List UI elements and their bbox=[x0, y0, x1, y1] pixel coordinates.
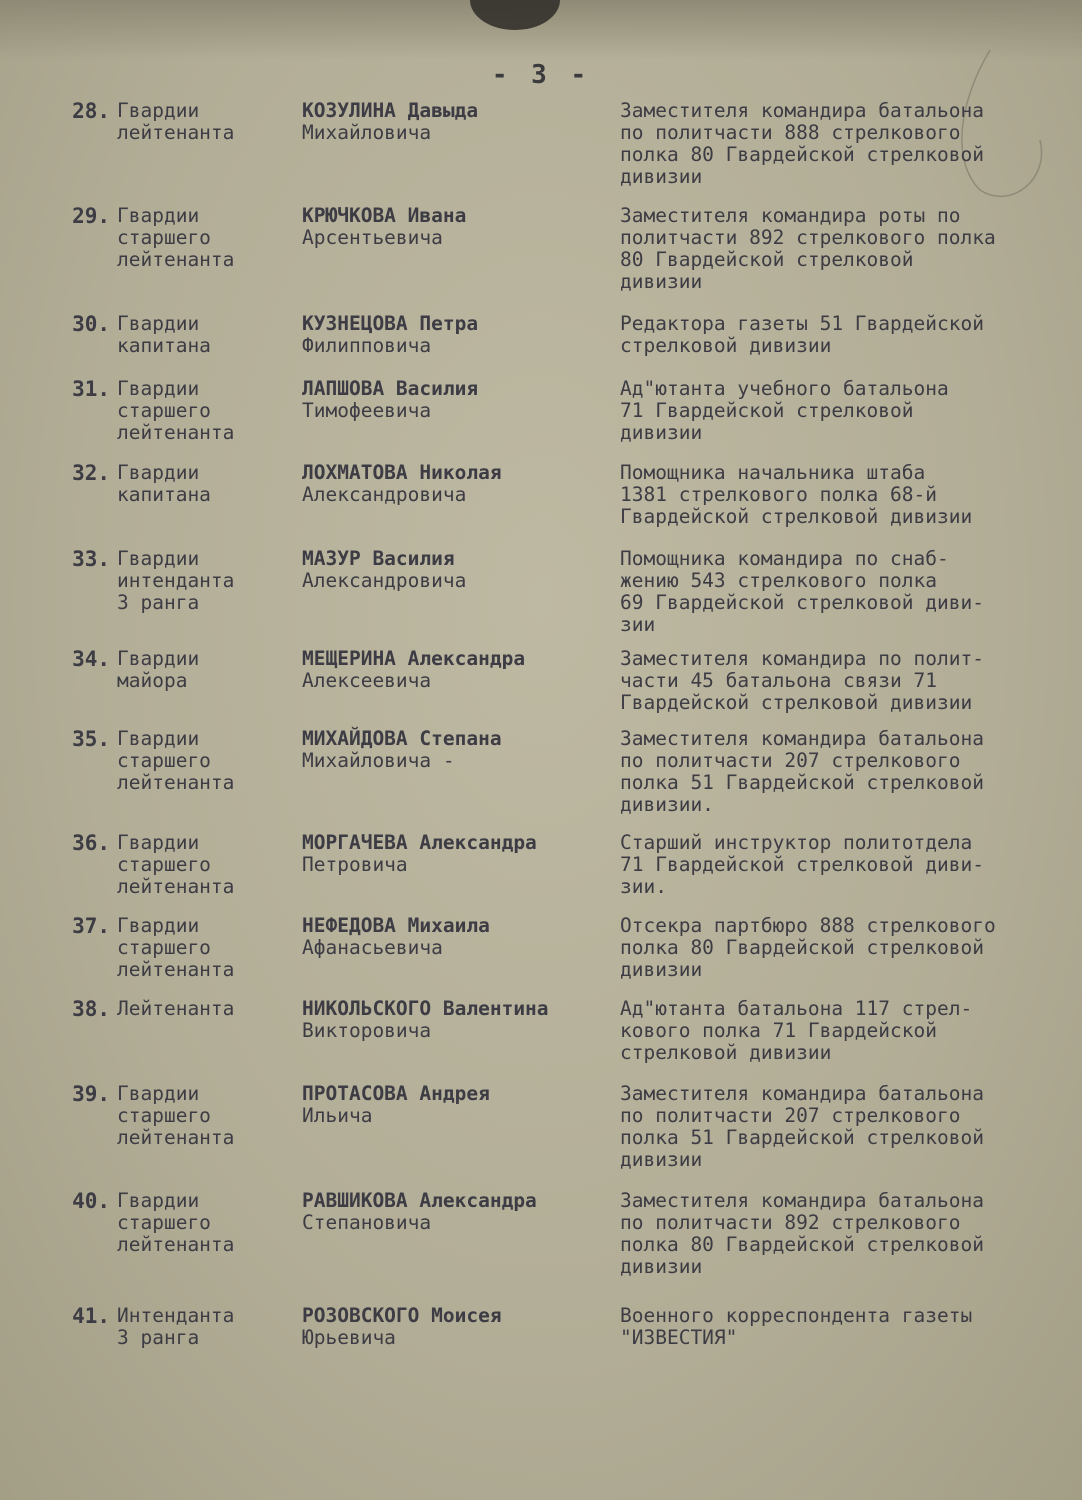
person-name-line: Михайловича bbox=[302, 121, 432, 144]
position-text-line: Ад"ютанта учебного батальона bbox=[620, 377, 949, 400]
rank-text-line: лейтенанта bbox=[117, 958, 235, 981]
entry-number: 32. bbox=[72, 461, 110, 485]
rank-text-line: лейтенанта bbox=[117, 121, 235, 144]
rank-text bbox=[117, 998, 297, 1020]
person-name-line: КРЮЧКОВА Ивана bbox=[302, 204, 467, 227]
rank-text-line: Гвардии bbox=[117, 547, 200, 570]
rank-text-line: Гвардии bbox=[117, 1082, 200, 1105]
rank-text-line: лейтенанта bbox=[117, 1233, 235, 1256]
position-text-line: Заместителя командира батальона bbox=[620, 1189, 984, 1212]
entry-number: 30. bbox=[72, 312, 110, 336]
rank-text-line: лейтенанта bbox=[117, 771, 235, 794]
rank-text-line: капитана bbox=[117, 334, 211, 357]
person-name bbox=[302, 1190, 612, 1234]
person-name-line: КОЗУЛИНА Давыда bbox=[302, 99, 479, 122]
entry-number: 34. bbox=[72, 647, 110, 671]
person-name bbox=[302, 915, 612, 959]
position-text bbox=[620, 648, 1080, 714]
rank-text-line: старшего bbox=[117, 226, 211, 249]
person-name bbox=[302, 1305, 612, 1349]
position-text-line: Отсекра партбюро 888 стрелкового bbox=[620, 914, 996, 937]
rank-text-line: Гвардии bbox=[117, 377, 200, 400]
position-text-line: Заместителя командира батальона bbox=[620, 1082, 984, 1105]
position-text-line: дивизии bbox=[620, 1255, 703, 1278]
position-text bbox=[620, 462, 1080, 528]
position-text-line: по политчасти 207 стрелкового bbox=[620, 1104, 961, 1127]
position-text bbox=[620, 205, 1080, 293]
position-text-line: стрелковой дивизии bbox=[620, 334, 832, 357]
position-text-line: зии bbox=[620, 613, 656, 636]
position-text-line: по политчасти 888 стрелкового bbox=[620, 121, 961, 144]
entry-number: 40. bbox=[72, 1189, 110, 1213]
rank-text-line: Гвардии bbox=[117, 461, 200, 484]
rank-text bbox=[117, 378, 297, 444]
position-text-line: 1381 стрелкового полка 68-й bbox=[620, 483, 937, 506]
rank-text-line: капитана bbox=[117, 483, 211, 506]
position-text-line: "ИЗВЕСТИЯ" bbox=[620, 1326, 738, 1349]
rank-text bbox=[117, 728, 297, 794]
entry-number: 31. bbox=[72, 377, 110, 401]
person-name-line: НЕФЕДОВА Михаила bbox=[302, 914, 490, 937]
rank-text-line: лейтенанта bbox=[117, 421, 235, 444]
position-text-line: дивизии bbox=[620, 958, 703, 981]
position-text-line: 69 Гвардейской стрелковой диви- bbox=[620, 591, 984, 614]
rank-text-line: майора bbox=[117, 669, 188, 692]
rank-text-line: старшего bbox=[117, 1104, 211, 1127]
rank-text bbox=[117, 1190, 297, 1256]
position-text-line: Редактора газеты 51 Гвардейской bbox=[620, 312, 984, 335]
person-name bbox=[302, 998, 612, 1042]
rank-text-line: Лейтенанта bbox=[117, 997, 235, 1020]
rank-text-line: старшего bbox=[117, 936, 211, 959]
person-name-line: Арсентьевича bbox=[302, 226, 443, 249]
person-name-line: Филипповича bbox=[302, 334, 432, 357]
position-text bbox=[620, 1305, 1080, 1349]
rank-text-line: Гвардии bbox=[117, 727, 200, 750]
rank-text-line: старшего bbox=[117, 853, 211, 876]
entry-number: 28. bbox=[72, 99, 110, 123]
entry-number: 35. bbox=[72, 727, 110, 751]
person-name-line: МЕЩЕРИНА Александра bbox=[302, 647, 526, 670]
rank-text-line: Гвардии bbox=[117, 99, 200, 122]
rank-text-line: старшего bbox=[117, 399, 211, 422]
person-name bbox=[302, 728, 612, 772]
rank-text bbox=[117, 1305, 297, 1349]
position-text bbox=[620, 998, 1080, 1064]
person-name-line: Афанасьевича bbox=[302, 936, 443, 959]
rank-text bbox=[117, 462, 297, 506]
position-text-line: Военного корреспондента газеты bbox=[620, 1304, 973, 1327]
rank-text bbox=[117, 832, 297, 898]
person-name-line: ЛОХМАТОВА Николая bbox=[302, 461, 502, 484]
rank-text bbox=[117, 648, 297, 692]
position-text-line: стрелковой дивизии bbox=[620, 1041, 832, 1064]
rank-text bbox=[117, 1083, 297, 1149]
position-text bbox=[620, 313, 1080, 357]
person-name-line: Александровича bbox=[302, 569, 467, 592]
rank-text-line: старшего bbox=[117, 1211, 211, 1234]
person-name bbox=[302, 648, 612, 692]
rank-text-line: Интенданта bbox=[117, 1304, 235, 1327]
position-text-line: Помощника начальника штаба bbox=[620, 461, 926, 484]
person-name-line: Ильича bbox=[302, 1104, 373, 1127]
position-text-line: полка 80 Гвардейской стрелковой bbox=[620, 143, 984, 166]
position-text-line: дивизии bbox=[620, 165, 703, 188]
position-text bbox=[620, 728, 1080, 816]
rank-text-line: Гвардии bbox=[117, 1189, 200, 1212]
rank-text bbox=[117, 915, 297, 981]
position-text-line: по политчасти 892 стрелкового bbox=[620, 1211, 961, 1234]
position-text-line: части 45 батальона связи 71 bbox=[620, 669, 937, 692]
rank-text-line: лейтенанта bbox=[117, 1126, 235, 1149]
position-text-line: дивизии bbox=[620, 421, 703, 444]
person-name bbox=[302, 100, 612, 144]
rank-text-line: Гвардии bbox=[117, 914, 200, 937]
person-name-line: Юрьевича bbox=[302, 1326, 396, 1349]
entry-number: 36. bbox=[72, 831, 110, 855]
rank-text-line: Гвардии bbox=[117, 647, 200, 670]
person-name bbox=[302, 832, 612, 876]
person-name-line: Викторовича bbox=[302, 1019, 432, 1042]
person-name-line: КУЗНЕЦОВА Петра bbox=[302, 312, 479, 335]
rank-text-line: интенданта bbox=[117, 569, 235, 592]
position-text-line: полка 51 Гвардейской стрелковой bbox=[620, 1126, 984, 1149]
position-text-line: 71 Гвардейской стрелковой bbox=[620, 399, 914, 422]
person-name-line: МАЗУР Василия bbox=[302, 547, 455, 570]
position-text-line: зии. bbox=[620, 875, 667, 898]
position-text bbox=[620, 378, 1080, 444]
entry-number: 37. bbox=[72, 914, 110, 938]
person-name-line: Тимофеевича bbox=[302, 399, 432, 422]
position-text-line: полка 80 Гвардейской стрелковой bbox=[620, 1233, 984, 1256]
person-name bbox=[302, 1083, 612, 1127]
person-name-line: МИХАЙДОВА Степана bbox=[302, 727, 502, 750]
position-text-line: полка 51 Гвардейской стрелковой bbox=[620, 771, 984, 794]
rank-text-line: 3 ранга bbox=[117, 591, 200, 614]
rank-text bbox=[117, 548, 297, 614]
position-text-line: 71 Гвардейской стрелковой диви- bbox=[620, 853, 984, 876]
position-text-line: Помощника командира по снаб- bbox=[620, 547, 949, 570]
position-text-line: кового полка 71 Гвардейской bbox=[620, 1019, 937, 1042]
entry-number: 29. bbox=[72, 204, 110, 228]
position-text-line: Заместителя командира роты по bbox=[620, 204, 961, 227]
position-text-line: Старший инструктор политотдела bbox=[620, 831, 973, 854]
position-text-line: Заместителя командира по полит- bbox=[620, 647, 984, 670]
person-name-line: НИКОЛЬСКОГО Валентина bbox=[302, 997, 549, 1020]
position-text-line: жению 543 стрелкового полка bbox=[620, 569, 937, 592]
rank-text-line: Гвардии bbox=[117, 831, 200, 854]
rank-text-line: Гвардии bbox=[117, 312, 200, 335]
position-text bbox=[620, 832, 1080, 898]
position-text bbox=[620, 1083, 1080, 1171]
entry-number: 33. bbox=[72, 547, 110, 571]
person-name bbox=[302, 205, 612, 249]
position-text bbox=[620, 915, 1080, 981]
page-number: - 3 - bbox=[491, 60, 591, 90]
rank-text bbox=[117, 100, 297, 144]
rank-text-line: лейтенанта bbox=[117, 248, 235, 271]
person-name-line: РАВШИКОВА Александра bbox=[302, 1189, 537, 1212]
position-text bbox=[620, 1190, 1080, 1278]
rank-text-line: старшего bbox=[117, 749, 211, 772]
person-name-line: МОРГАЧЕВА Александра bbox=[302, 831, 537, 854]
position-text-line: дивизии bbox=[620, 1148, 703, 1171]
rank-text bbox=[117, 313, 297, 357]
person-name bbox=[302, 313, 612, 357]
person-name bbox=[302, 548, 612, 592]
entry-number: 38. bbox=[72, 997, 110, 1021]
position-text-line: дивизии. bbox=[620, 793, 714, 816]
position-text-line: 80 Гвардейской стрелковой bbox=[620, 248, 914, 271]
entry-number: 41. bbox=[72, 1304, 110, 1328]
position-text-line: Заместителя командира батальона bbox=[620, 99, 984, 122]
person-name-line: РОЗОВСКОГО Моисея bbox=[302, 1304, 502, 1327]
torn-edge bbox=[470, 0, 560, 30]
person-name-line: Алексеевича bbox=[302, 669, 432, 692]
position-text-line: полка 80 Гвардейской стрелковой bbox=[620, 936, 984, 959]
rank-text-line: лейтенанта bbox=[117, 875, 235, 898]
rank-text-line: 3 ранга bbox=[117, 1326, 200, 1349]
position-text-line: дивизии bbox=[620, 270, 703, 293]
person-name bbox=[302, 462, 612, 506]
person-name-line: Михайловича - bbox=[302, 749, 455, 772]
position-text-line: Гвардейской стрелковой дивизии bbox=[620, 691, 973, 714]
person-name-line: Александровича bbox=[302, 483, 467, 506]
person-name-line: Петровича bbox=[302, 853, 408, 876]
position-text bbox=[620, 548, 1080, 636]
rank-text bbox=[117, 205, 297, 271]
person-name bbox=[302, 378, 612, 422]
person-name-line: ПРОТАСОВА Андрея bbox=[302, 1082, 490, 1105]
position-text bbox=[620, 100, 1080, 188]
position-text-line: Заместителя командира батальона bbox=[620, 727, 984, 750]
position-text-line: Гвардейской стрелковой дивизии bbox=[620, 505, 973, 528]
person-name-line: Степановича bbox=[302, 1211, 432, 1234]
rank-text-line: Гвардии bbox=[117, 204, 200, 227]
person-name-line: ЛАПШОВА Василия bbox=[302, 377, 479, 400]
position-text-line: политчасти 892 стрелкового полка bbox=[620, 226, 996, 249]
position-text-line: по политчасти 207 стрелкового bbox=[620, 749, 961, 772]
entry-number: 39. bbox=[72, 1082, 110, 1106]
position-text-line: Ад"ютанта батальона 117 стрел- bbox=[620, 997, 973, 1020]
